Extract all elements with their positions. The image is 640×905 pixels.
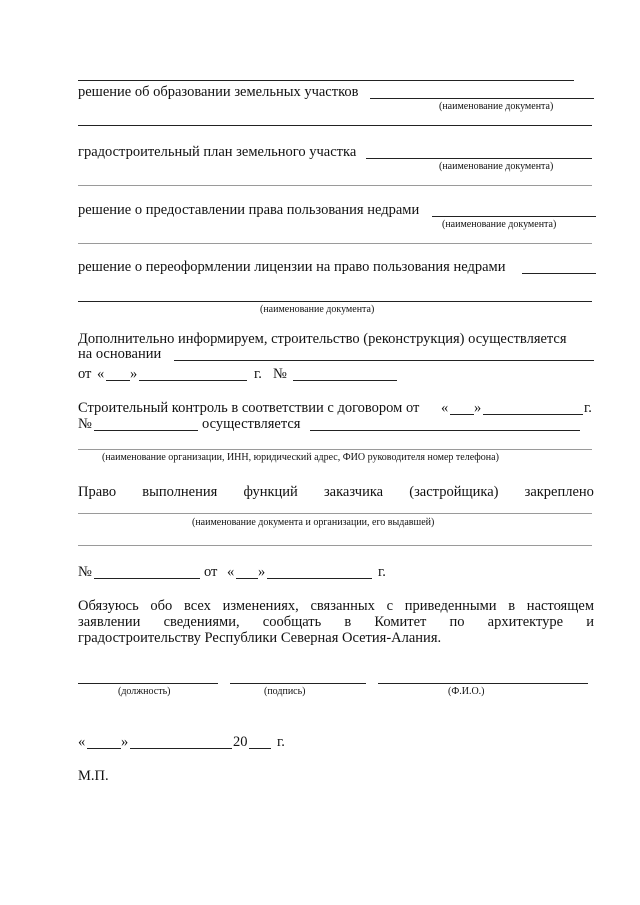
word: выполнения [142,484,218,500]
customer-doc-field[interactable] [78,513,592,514]
blank-line [78,449,592,450]
fio-field[interactable] [378,683,588,684]
pledge-line-3: градостроительству Республики Северная Осетия-Алания. [78,630,442,646]
quote-close: » [258,564,266,580]
word: Право [78,484,117,500]
blank-line [78,125,592,126]
year-mark: г. [584,400,592,416]
gpzu-label: градостроительный план земельного участка [78,144,357,160]
gpzu-field[interactable] [366,158,592,159]
contract-day-field[interactable] [450,414,474,415]
on-basis-label: на основании [78,346,162,362]
stamp-place: М.П. [78,768,109,784]
contract-number-field[interactable] [94,430,198,431]
land-plots-field[interactable] [370,98,594,99]
additional-info-text: Дополнительно информируем, строительство (реконструкция) осуществляется [78,331,567,347]
sign-day-field[interactable] [87,748,121,749]
pledge-line-1: Обязуюсь обо всех изменениях, связанных с приведенными в настоящем [78,598,594,614]
doc-name-caption: (наименование документа) [442,219,557,230]
doc-org-caption: (наименование документа и организации, его выдавшей) [192,517,435,528]
sign-month-field[interactable] [130,748,232,749]
quote-close: » [474,400,482,416]
signature-field[interactable] [230,683,366,684]
year-mark: г. [277,734,285,750]
subsoil-right-field[interactable] [432,216,596,217]
word: закреплено [524,484,594,500]
carried-out-label: осуществляется [202,416,301,432]
year-prefix: 20 [233,734,248,750]
year-mark: г. [378,564,386,580]
license-field[interactable] [522,273,596,274]
control-label: Строительный контроль в соответствии с договором от [78,400,420,416]
fio-caption: (Ф.И.О.) [448,686,485,697]
sign-year-field[interactable] [249,748,271,749]
customer-right-line [78,484,594,500]
year-mark: г. [254,366,262,382]
quote-close: » [121,734,129,750]
customer-day-field[interactable] [236,578,258,579]
number-sign: № [78,416,92,432]
blank-line [78,80,574,81]
contract-month-field[interactable] [483,414,583,415]
date-day-field[interactable] [106,380,130,381]
license-doc-field[interactable] [78,301,592,302]
date-from-label: от [204,564,218,580]
quote-open: « [97,366,105,382]
blank-line [78,185,592,186]
quote-open: « [78,734,86,750]
customer-number-field[interactable] [94,578,200,579]
doc-name-caption: (наименование документа) [439,101,554,112]
position-caption: (должность) [118,686,171,697]
date-from-label: от [78,366,92,382]
blank-line [78,545,592,546]
quote-close: » [130,366,138,382]
date-month-field[interactable] [139,380,247,381]
quote-open: « [441,400,449,416]
subsoil-right-label: решение о предоставлении права пользования недрами [78,202,420,218]
number-field[interactable] [293,380,397,381]
number-sign: № [78,564,92,580]
blank-line [78,243,592,244]
pledge-line-2: заявлении сведениями, сообщать в Комитет по архитектуре и [78,614,594,630]
quote-open: « [227,564,235,580]
license-label: решение о переоформлении лицензии на право пользования недрами [78,259,506,275]
customer-month-field[interactable] [267,578,372,579]
position-field[interactable] [78,683,218,684]
word: функций [243,484,298,500]
word: заказчика [323,484,384,500]
number-sign: № [273,366,287,382]
signature-caption: (подпись) [264,686,306,697]
land-plots-label: решение об образовании земельных участков [78,84,359,100]
doc-name-caption: (наименование документа) [260,304,375,315]
control-org-field[interactable] [310,430,580,431]
org-caption: (наименование организации, ИНН, юридический адрес, ФИО руководителя номер телефона) [102,452,499,463]
doc-name-caption: (наименование документа) [439,161,554,172]
word: (застройщика) [409,484,499,500]
basis-field[interactable] [174,360,594,361]
